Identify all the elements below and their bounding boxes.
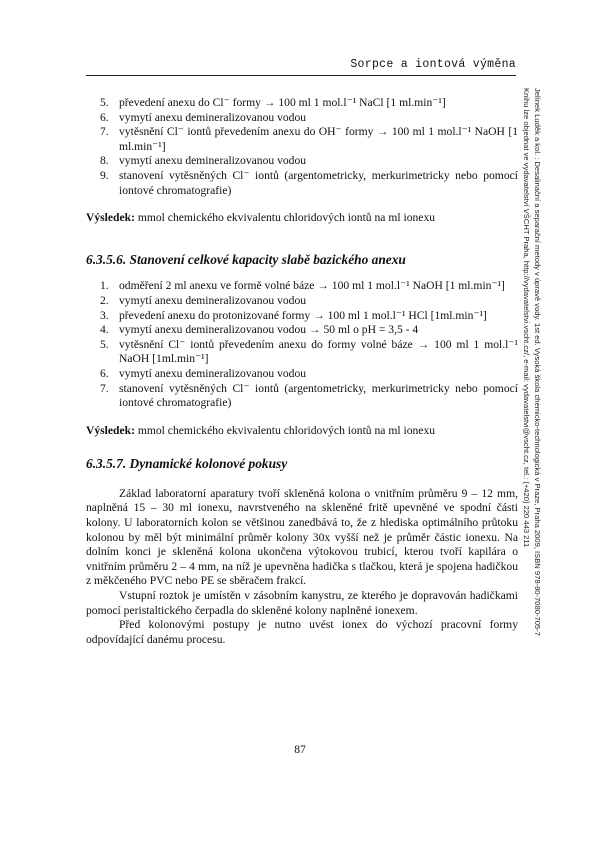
side-note	[521, 88, 542, 648]
list-item: 7. stanovení vytěsněných Cl⁻ iontů (argentometricky, merkurimetricky nebo pomocí iontové chromatografie)	[100, 381, 518, 410]
list-item: 1. odměření 2 ml anexu ve formě volné báze → 100 ml 1 mol.l⁻¹ NaOH [1 ml.min⁻¹]	[100, 279, 505, 293]
body-paragraph: Základ laboratorní aparatury tvoří skleněná kolona o vnitřním průměru 9 – 12 mm, naplněná 15 – 30 ml ionexu, navrstveného na skleněné fritě upevněné ve spodní části kolony. U laboratorních kolon se většinou zanedbává to, že z hlediska optimálního průtoku kolonou by měl být minimální průměr kolony 30x vyšší než je průměr částic ionexu. Na dolním konci je skleněná kolona ukončena výtokovou trubicí, kterou tvoří kapilára o vnitřním průměru 2 – 4 mm, na níž je upevněna hadička s tlačkou, která je spojena hadičkou z měkčeného PVC nebo PE se sběračem frakcí.	[86, 486, 518, 588]
procedure-list-2	[86, 279, 518, 410]
list-item: 7. vytěsnění Cl⁻ iontů převedením anexu do OH⁻ formy → 100 ml 1 mol.l⁻¹ NaOH [1 ml.min⁻¹]	[100, 125, 518, 153]
side-note-line-1: Jelínek Luděk a kol. : Desalinační a separační metody v úpravě vody. 1st ed. Vysoká škola chemicko-technologická v Praze, Praha 2009, ISBN 978-80-7080-705-7	[533, 88, 542, 636]
list-item: 6. vymytí anexu demineralizovanou vodou	[100, 366, 307, 380]
result-line: Výsledek: mmol chemického ekvivalentu chloridových iontů na ml ionexu	[86, 211, 436, 225]
section-heading: 6.3.5.6. Stanovení celkové kapacity slabě bazického anexu	[86, 251, 406, 267]
list-item: 3. převedení anexu do protonizované formy → 100 ml 1 mol.l⁻¹ HCl [1ml.min⁻¹]	[100, 308, 487, 322]
section-heading: 6.3.5.7. Dynamické kolonové pokusy	[86, 456, 288, 472]
body-paragraph: Před kolonovými postupy je nutno uvést ionex do výchozí pracovní formy odpovídající danému procesu.	[86, 618, 518, 646]
list-item: 6. vymytí anexu demineralizovanou vodou	[100, 110, 307, 124]
list-item: 4. vymytí anexu demineralizovanou vodou → 50 ml o pH = 3,5 - 4	[100, 323, 419, 337]
result-line: Výsledek: mmol chemického ekvivalentu chloridových iontů na ml ionexu	[86, 423, 436, 437]
running-head: Sorpce a iontová výměna	[86, 58, 516, 76]
body-paragraph: Vstupní roztok je umístěn v zásobním kanystru, ze kterého je dopravován hadičkami pomocí peristaltického čerpadla do skleněné kolony naplněné ionexem.	[86, 589, 518, 617]
list-item: 8. vymytí anexu demineralizovanou vodou	[100, 154, 307, 168]
list-item: 2. vymytí anexu demineralizovanou vodou	[100, 293, 307, 307]
list-item: 5. převedení anexu do Cl⁻ formy → 100 ml 1 mol.l⁻¹ NaCl [1 ml.min⁻¹]	[100, 96, 446, 109]
page-number: 87	[294, 743, 306, 756]
list-item: 5. vytěsnění Cl⁻ iontů převedením anexu do formy volné báze → 100 ml 1 mol.l⁻¹ NaOH [1ml.min⁻¹]	[100, 337, 518, 366]
list-item: 9. stanovení vytěsněných Cl⁻ iontů (argentometricky, merkurimetricky nebo pomocí iontové chromatografie)	[100, 168, 518, 197]
side-note-line-2: Knihu lze objednat ve vydavatelství VŠCHT Praha, http://vydavatelstvi.vscht.cz/, e-mail: vydavatelstvi@vscht.cz, tel.: (+420) 220 443 211	[522, 88, 532, 548]
page-content	[86, 96, 518, 647]
procedure-list-1	[86, 96, 518, 198]
